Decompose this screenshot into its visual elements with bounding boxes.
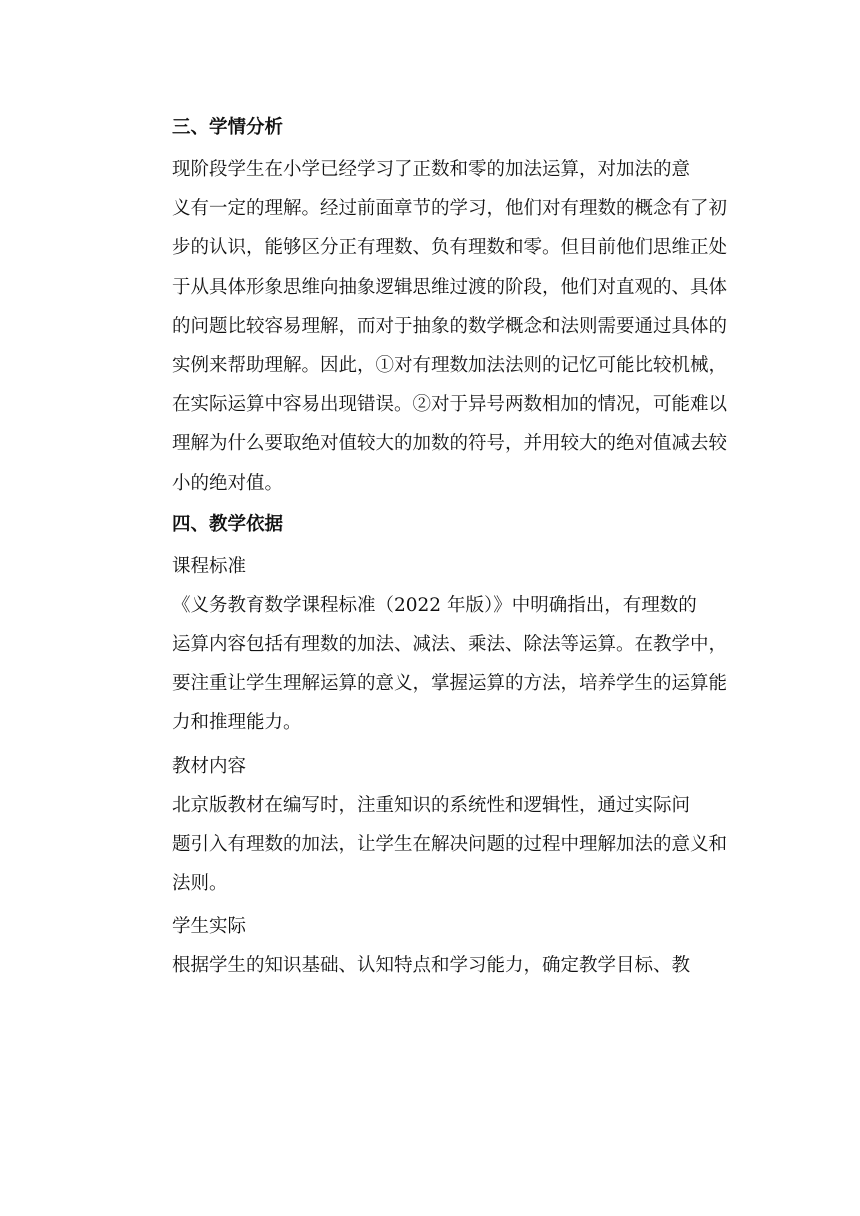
text-line: 实例来帮助理解。因此，①对有理数加法法则的记忆可能比较机械， <box>172 355 728 377</box>
text-line: 北京版教材在编写时，注重知识的系统性和逻辑性，通过实际问 <box>172 794 691 816</box>
paragraph-student-analysis <box>131 150 731 503</box>
subheading-student-reality: 学生实际 <box>172 916 247 938</box>
text-line: 义有一定的理解。经过前面章节的学习，他们对有理数的概念有了初 <box>172 198 728 220</box>
text-line: 小的绝对值。 <box>172 472 284 494</box>
paragraph-student-reality <box>131 946 731 985</box>
text-line: 《义务教育数学课程标准（2022 年版）》中明确指出，有理数的 <box>172 594 697 616</box>
text-line: 力和推理能力。 <box>172 712 302 734</box>
text-line: 步的认识，能够区分正有理数、负有理数和零。但目前他们思维正处 <box>172 237 728 259</box>
text-line: 在实际运算中容易出现错误。②对于异号两数相加的情况，可能难以 <box>172 394 728 416</box>
text-line: 于从具体形象思维向抽象逻辑思维过渡的阶段，他们对直观的、具体 <box>172 276 728 298</box>
document-body <box>131 110 731 985</box>
subheading-curriculum-standard: 课程标准 <box>172 555 247 577</box>
paragraph-curriculum-standard <box>131 586 731 743</box>
subheading-textbook-content: 教材内容 <box>172 755 247 777</box>
text-line: 理解为什么要取绝对值较大的加数的符号，并用较大的绝对值减去较 <box>172 433 728 455</box>
text-line: 的问题比较容易理解，而对于抽象的数学概念和法则需要通过具体的 <box>172 315 728 337</box>
text-line: 法则。 <box>172 873 228 895</box>
section-heading-student-analysis: 三、学情分析 <box>172 117 284 138</box>
text-line: 现阶段学生在小学已经学习了正数和零的加法运算，对加法的意 <box>172 159 691 180</box>
text-line: 要注重让学生理解运算的意义，掌握运算的方法，培养学生的运算能 <box>172 673 728 695</box>
paragraph-textbook-content <box>131 786 731 904</box>
text-line: 运算内容包括有理数的加法、减法、乘法、除法等运算。在教学中， <box>172 634 728 656</box>
text-line: 题引入有理数的加法，让学生在解决问题的过程中理解加法的意义和 <box>172 833 728 855</box>
section-heading-teaching-basis: 四、教学依据 <box>172 513 284 535</box>
text-line: 根据学生的知识基础、认知特点和学习能力，确定教学目标、教 <box>172 955 691 977</box>
